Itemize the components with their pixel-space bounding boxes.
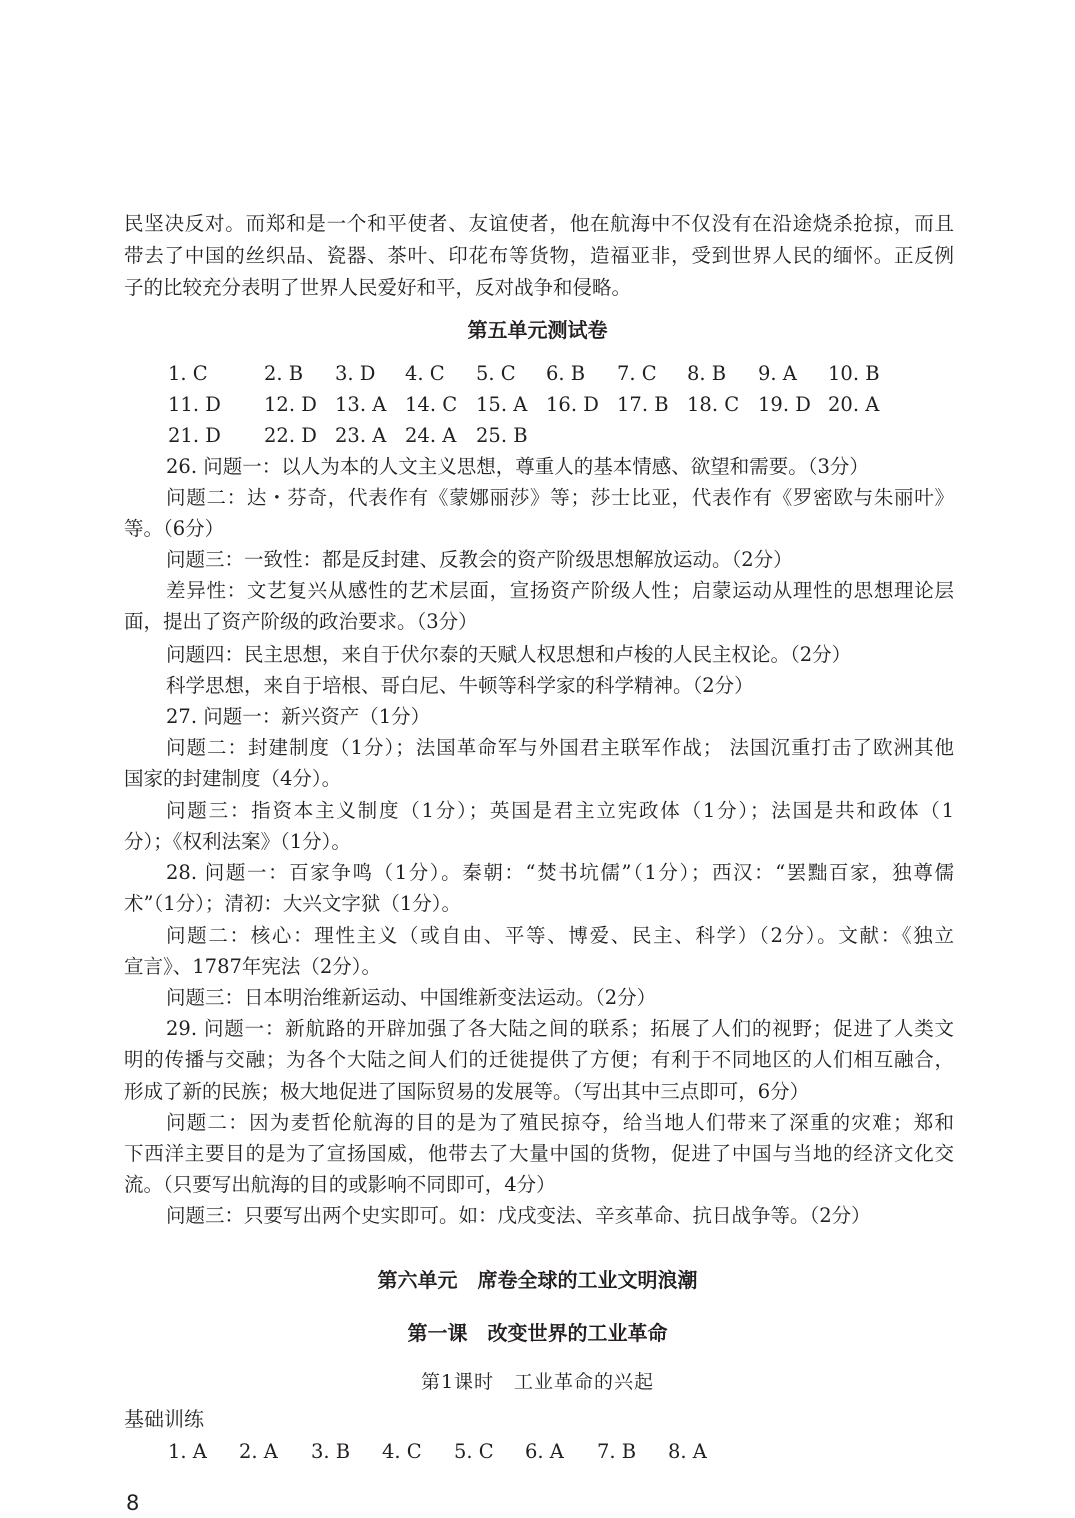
answer-item: 14. C <box>405 393 458 416</box>
paragraph-line: 问题二：封建制度（1分）；法国革命军与外国君主联军作战； 法国沉重打击了欧洲其他 <box>166 736 954 759</box>
answer-item: 18. C <box>687 393 740 416</box>
page-number: 8 <box>126 1491 140 1515</box>
paragraph-line: 科学思想，来自于培根、哥白尼、牛顿等科学家的科学精神。（2分） <box>166 674 754 697</box>
paragraph-line: 国家的封建制度（4分）。 <box>124 767 342 790</box>
answer-item: 22. D <box>264 424 317 447</box>
paragraph-line: 问题二：核心：理性主义（或自由、平等、博爱、民主、科学）（2分）。文献：《独立 <box>166 924 954 947</box>
answer-item: 25. B <box>476 424 528 447</box>
paragraph-line: 宣言》、1787年宪法（2分）。 <box>124 955 382 978</box>
answer-item: 11. D <box>168 393 221 416</box>
answer-item: 19. D <box>758 393 811 416</box>
lesson-title: 第一课 改变世界的工业革命 <box>407 1321 668 1345</box>
paragraph-line: 下西洋主要目的是为了宣扬国威，他带去了大量中国的货物，促进了中国与当地的经济文化交 <box>124 1142 954 1165</box>
answer-item: 21. D <box>168 424 221 447</box>
answer-item: 5. C <box>476 362 516 385</box>
answer-item: 12. D <box>264 393 317 416</box>
answer-item: 24. A <box>405 424 457 447</box>
paragraph-line: 27. 问题一：新兴资产（1分） <box>166 705 431 728</box>
answer-item: 6. B <box>546 362 586 385</box>
paragraph-line: 术”（1分）；清初：大兴文字狱（1分）。 <box>124 892 462 915</box>
answer-item: 23. A <box>335 424 387 447</box>
paragraph-line: 流。（只要写出航海的目的或影响不同即可，4分） <box>124 1173 556 1196</box>
paragraph-line: 子的比较充分表明了世界人民爱好和平，反对战争和侵略。 <box>124 276 632 299</box>
paragraph-line: 28. 问题一：百家争鸣（1分）。秦朝：“焚书坑儒”（1分）；西汉：“罢黜百家，独尊儒 <box>166 861 954 884</box>
period-title: 第1课时 工业革命的兴起 <box>420 1371 655 1393</box>
paragraph-line: 民坚决反对。而郑和是一个和平使者、友谊使者，他在航海中不仅没有在沿途烧杀抢掠，而且 <box>124 212 954 235</box>
paragraph-line: 问题二：因为麦哲伦航海的目的是为了殖民掠夺，给当地人们带来了深重的灾难；郑和 <box>166 1111 954 1134</box>
answer-item: 10. B <box>828 362 880 385</box>
paragraph-line: 问题二：达・芬奇，代表作有《蒙娜丽莎》等；莎士比亚，代表作有《罗密欧与朱丽叶》 <box>166 486 954 509</box>
paragraph-line: 带去了中国的丝织品、瓷器、茶叶、印花布等货物，造福亚非，受到世界人民的缅怀。正反例 <box>124 244 954 267</box>
answer-item: 8. A <box>668 1440 707 1463</box>
answer-item: 7. C <box>617 362 657 385</box>
answer-item: 7. B <box>597 1440 637 1463</box>
unit6-title: 第六单元 席卷全球的工业文明浪潮 <box>377 1268 698 1292</box>
answer-item: 5. C <box>454 1440 494 1463</box>
answer-item: 2. B <box>264 362 304 385</box>
paragraph-line: 面，提出了资产阶级的政治要求。（3分） <box>124 610 478 633</box>
answer-item: 8. B <box>687 362 727 385</box>
answer-item: 4. C <box>382 1440 422 1463</box>
unit5-test-title: 第五单元测试卷 <box>467 318 608 342</box>
paragraph-line: 形成了新的民族；极大地促进了国际贸易的发展等。（写出其中三点即可，6分） <box>124 1080 810 1103</box>
paragraph-line: 分）；《权利法案》（1分）。 <box>124 830 351 853</box>
answer-item: 6. A <box>525 1440 564 1463</box>
paragraph-line: 明的传播与交融；为各个大陆之间人们的迁徙提供了方便；有利于不同地区的人们相互融合， <box>124 1048 954 1071</box>
paragraph-line: 问题四：民主思想，来自于伏尔泰的天赋人权思想和卢梭的人民主权论。（2分） <box>166 643 852 666</box>
paragraph-line: 差异性：文艺复兴从感性的艺术层面，宣扬资产阶级人性；启蒙运动从理性的思想理论层 <box>166 579 954 602</box>
answer-item: 13. A <box>335 393 387 416</box>
answer-item: 17. B <box>617 393 669 416</box>
answer-item: 1. A <box>168 1440 207 1463</box>
answer-item: 20. A <box>828 393 880 416</box>
paragraph-line: 问题三：只要写出两个史实即可。如：戊戌变法、辛亥革命、抗日战争等。（2分） <box>166 1204 871 1227</box>
answer-item: 16. D <box>546 393 599 416</box>
basic-training-label: 基础训练 <box>124 1407 204 1431</box>
paragraph-line: 问题三：日本明治维新运动、中国维新变法运动。（2分） <box>166 986 657 1009</box>
paragraph-line: 29. 问题一：新航路的开辟加强了各大陆之间的联系；拓展了人们的视野；促进了人类文 <box>166 1017 954 1040</box>
paragraph-line: 问题三：指资本主义制度（1分）；英国是君主立宪政体（1分）；法国是共和政体（1 <box>166 799 954 822</box>
answer-item: 4. C <box>405 362 445 385</box>
answer-item: 3. B <box>311 1440 351 1463</box>
answer-item: 15. A <box>476 393 528 416</box>
paragraph-line: 等。（6分） <box>124 517 225 540</box>
paragraph-line: 问题三：一致性：都是反封建、反教会的资产阶级思想解放运动。（2分） <box>166 548 793 571</box>
answer-item: 2. A <box>239 1440 278 1463</box>
paragraph-line: 26. 问题一：以人为本的人文主义思想，尊重人的基本情感、欲望和需要。（3分） <box>166 455 869 478</box>
answer-item: 9. A <box>758 362 797 385</box>
answer-item: 1. C <box>168 362 208 385</box>
answer-item: 3. D <box>335 362 376 385</box>
